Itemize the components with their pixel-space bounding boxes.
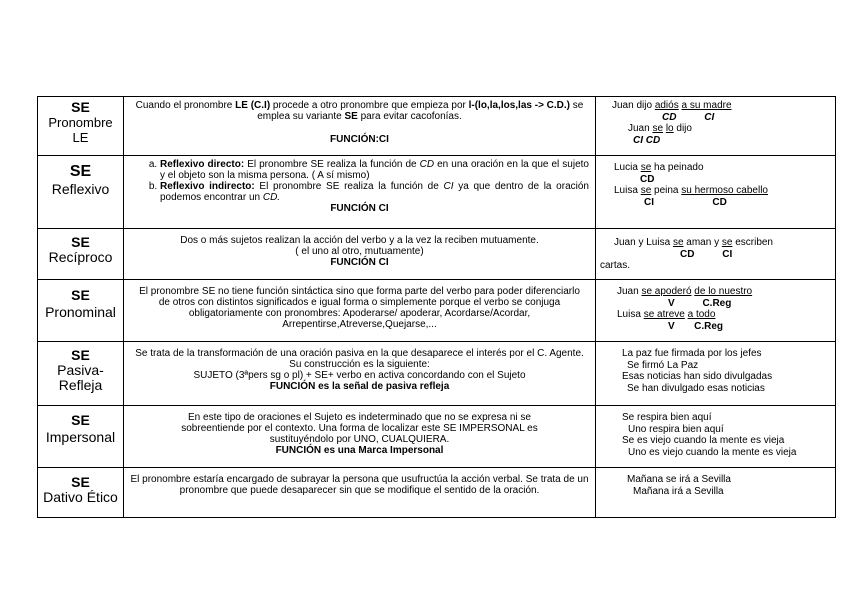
row-description-cell	[124, 97, 596, 156]
row-title-se: SE	[71, 412, 90, 428]
se-types-table	[37, 96, 836, 518]
example-line: Luisa se atreve a todo	[617, 309, 716, 320]
example-tags: CD CI	[662, 111, 715, 123]
function-label: FUNCIÓN es la señal de pasiva refleja	[269, 381, 450, 392]
description-text: ( el uno al otro, mutuamente)	[295, 246, 424, 257]
example-tags: CI CD	[633, 134, 661, 146]
example-tags: CI CD	[644, 196, 727, 208]
row-title-cell	[38, 229, 124, 280]
row-title-type: Pasiva-Refleja	[57, 362, 104, 393]
table-row	[38, 156, 836, 229]
row-title-type: Pronominal	[45, 304, 116, 320]
example-tags: V C.Reg	[668, 320, 724, 332]
row-examples-cell	[596, 229, 836, 280]
row-examples-cell	[596, 468, 836, 518]
function-label: FUNCIÓN CI	[330, 203, 389, 214]
row-description-cell	[124, 156, 596, 229]
row-title-type: Pronombre LE	[48, 115, 113, 145]
description-text: El pronombre estaría encargado de subrayar la persona que usufructúa la acción verbal. Se trata de un pronombre que puede desaparecer sin que se modifique el sentido de la oración.	[130, 474, 589, 496]
table-row	[38, 229, 836, 280]
list-item: a. Reflexivo directo: El pronombre SE realiza la función de CD en una oración en la que el sujeto y el objeto son la misma persona. ( A sí mismo)	[160, 159, 589, 181]
example-line: cartas.	[600, 260, 631, 271]
example-line: Juan se lo dijo	[628, 123, 692, 134]
example-line: La paz fue firmada por los jefes	[622, 348, 762, 359]
function-label: FUNCIÓN:CI	[330, 134, 389, 145]
row-description-cell	[124, 468, 596, 518]
description-text: Dos o más sujetos realizan la acción del verbo y a la vez la reciben mutuamente.	[180, 235, 539, 246]
row-title-cell	[38, 406, 124, 468]
row-title-cell	[38, 97, 124, 156]
example-tags: CD CI	[680, 248, 733, 260]
example-line: Juan dijo adiós a su madre	[612, 100, 732, 111]
example-line: Esas noticias han sido divulgadas	[622, 371, 773, 382]
row-title-cell	[38, 280, 124, 342]
table-row	[38, 406, 836, 468]
example-line: Mañana irá a Sevilla	[633, 485, 724, 497]
row-examples-cell	[596, 280, 836, 342]
row-title-se: SE	[71, 287, 90, 303]
row-description-cell	[124, 229, 596, 280]
row-description-cell	[124, 342, 596, 406]
row-description-cell	[124, 406, 596, 468]
description-text: SUJETO (3ªpers sg o pl) + SE+ verbo en activa concordando con el Sujeto	[193, 370, 526, 381]
row-title-se: SE	[69, 163, 92, 180]
example-line: Juan y Luisa se aman y se escriben	[614, 237, 773, 248]
description-text: Cuando el pronombre LE (C.I) procede a otro pronombre que empieza por l-(lo,la,los,las -> C.D.) se emplea su variante SE para evitar cacofonías.	[135, 100, 584, 122]
row-title-type: Dativo Ético	[43, 489, 118, 505]
row-examples-cell	[596, 342, 836, 406]
row-title-cell	[38, 156, 124, 229]
reflexive-list	[130, 159, 589, 203]
row-title-cell	[38, 468, 124, 518]
row-title-type: Recíproco	[48, 249, 113, 265]
example-line: Juan se apoderó de lo nuestro	[617, 286, 753, 297]
example-line: Uno es viejo cuando la mente es vieja	[628, 446, 797, 458]
table-row	[38, 280, 836, 342]
row-title-se: SE	[71, 234, 90, 250]
row-title-type: Reflexivo	[51, 181, 110, 197]
example-line: Se han divulgado esas noticias	[627, 382, 765, 394]
example-line: Se firmó La Paz	[627, 359, 699, 371]
description-text: En este tipo de oraciones el Sujeto es indeterminado que no se expresa ni se sobreentiende por el contexto. Una forma de localizar este SE IMPERSONAL es sustituyéndolo por UNO, CUALQUIERA.	[181, 412, 538, 445]
row-title-cell	[38, 342, 124, 406]
row-examples-cell	[596, 97, 836, 156]
table-row	[38, 97, 836, 156]
description-text: El pronombre SE no tiene función sintáctica sino que forma parte del verbo para poder diferenciarlo de otros con distintos significados e igual forma o simplemente porque el verbo se conjuga obligatoriamente con pronombres: Apoderarse/ apoderar, Acordarse/Acordar, Arrepentirse,Atreverse,Quejarse,...	[139, 286, 580, 330]
row-title-se: SE	[71, 347, 90, 363]
row-examples-cell	[596, 156, 836, 229]
example-line: Se respira bien aquí	[622, 412, 712, 423]
description-text: Se trata de la transformación de una oración pasiva en la que desaparece el interés por el C. Agente. Su construcción es la siguiente:	[135, 348, 584, 370]
example-line: Lucia se ha peinado	[614, 162, 704, 173]
example-line: Se es viejo cuando la mente es vieja	[622, 435, 785, 446]
example-line: Mañana se irá a Sevilla	[627, 474, 731, 485]
example-line: Luisa se peina su hermoso cabello	[614, 185, 768, 196]
example-line: Uno respira bien aquí	[628, 423, 724, 435]
function-label: FUNCIÓN es una Marca Impersonal	[275, 445, 444, 456]
row-description-cell	[124, 280, 596, 342]
row-title-se: SE	[71, 99, 90, 115]
table-row	[38, 468, 836, 518]
row-title-se: SE	[71, 474, 90, 490]
example-tags: V C.Reg	[668, 297, 732, 309]
row-title-type: Impersonal	[45, 429, 116, 445]
row-examples-cell	[596, 406, 836, 468]
list-item: b. Reflexivo indirecto: El pronombre SE realiza la función de CI ya que dentro de la oración podemos encontrar un CD.	[160, 181, 589, 203]
table-row	[38, 342, 836, 406]
example-tags: CD	[640, 173, 655, 185]
function-label: FUNCIÓN CI	[330, 257, 389, 268]
